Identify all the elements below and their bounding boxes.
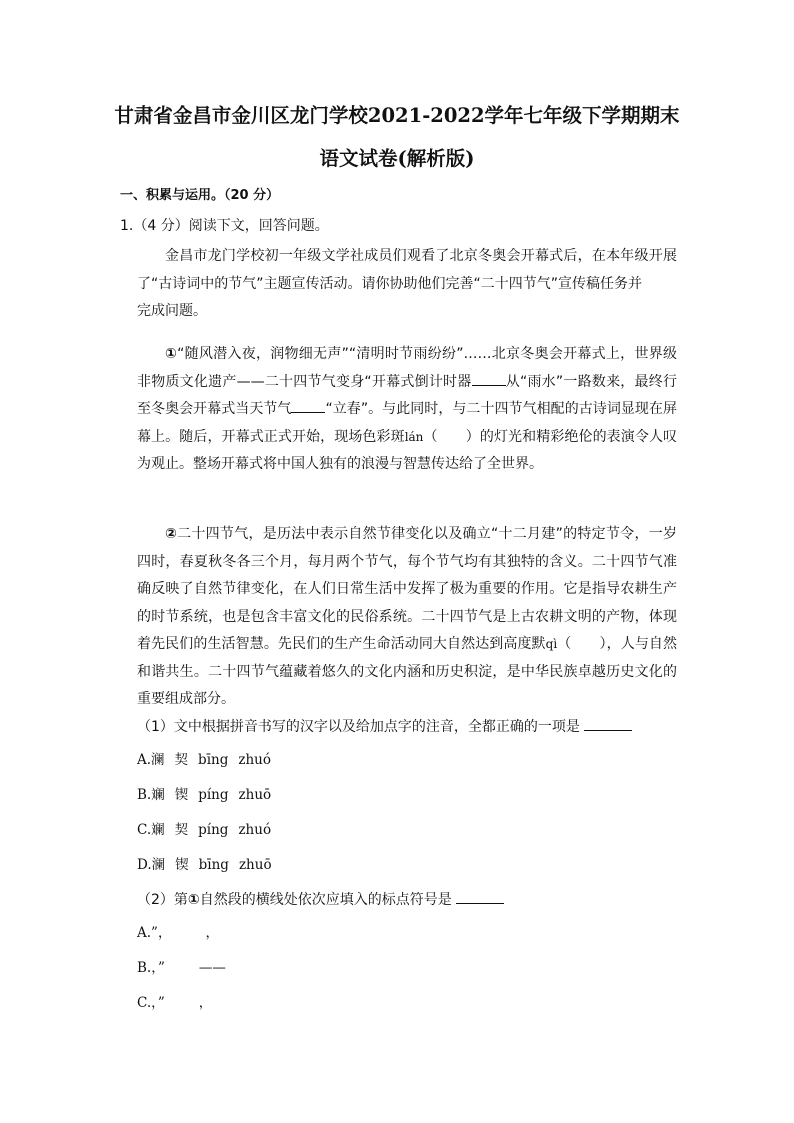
option-letter: C.: [137, 995, 152, 1011]
sub1-option-b[interactable]: [137, 785, 271, 805]
option-mark-1: ”，: [151, 925, 172, 941]
sub2-option-b[interactable]: [137, 958, 226, 978]
exam-title-line-1: 甘肃省金昌市金川区龙门学校2021-2022学年七年级下学期期末: [114, 104, 680, 127]
paragraph-2-marker: ②: [165, 526, 178, 542]
option-letter: B.: [137, 960, 152, 976]
paragraph-1-line-1: “随风潜入夜，润物细无声”“清明时节雨纷纷”……北京冬奥会开幕式上，世: [177, 346, 649, 362]
option-word-1: 斓: [151, 787, 165, 803]
answer-paren-1[interactable]: （ ）: [423, 428, 480, 445]
paragraph-2-line-5b: ，人与自: [606, 636, 664, 652]
paragraph-1-marker: ①: [165, 346, 178, 362]
option-pinyin-2: zhuó: [238, 752, 271, 768]
option-mark-2: ，: [198, 995, 213, 1011]
intro-line-3: 完成问题。: [137, 303, 207, 319]
sub-question-1-text: （1）文中根据拼音书写的汉字以及给加点字的注音，全都正确的一项是: [137, 719, 580, 735]
answer-blank-2[interactable]: [291, 398, 325, 413]
sub-question-2-text-a: （2）第: [137, 892, 188, 908]
pinyin-qi: qì: [545, 637, 558, 651]
question-1-intro: [137, 243, 677, 326]
option-word-1: 斓: [151, 822, 165, 838]
option-mark-2: ，: [205, 925, 219, 941]
paragraph-2-line-2: 岁四时，春夏秋冬各三个月，每月两个节气，每个节气均有其独特的含义。二十四节气: [137, 526, 677, 570]
option-mark-1: ，”: [151, 960, 165, 976]
paragraph-1-line-2b: 从“雨水”一路数来，: [505, 373, 635, 390]
option-word-2: 锲: [174, 787, 189, 803]
sub1-option-d[interactable]: [137, 855, 272, 875]
option-pinyin-1: bīng: [198, 857, 229, 873]
sub-question-2-marker: ①: [187, 892, 200, 908]
paragraph-1-line-4a: 显现在屏幕上。随后，开幕式正式开始，现场色彩斑: [137, 401, 677, 445]
sub2-option-c[interactable]: [137, 993, 212, 1013]
option-word-2: 锲: [175, 857, 189, 873]
option-mark-2: ——: [198, 960, 226, 976]
sub1-option-c[interactable]: [137, 820, 271, 840]
paragraph-2-line-3: 准确反映了自然节律变化，在人们日常生活中发挥了极为重要的作用。它是指导农耕生: [137, 553, 677, 597]
option-pinyin-1: bīng: [198, 752, 229, 768]
option-word-1: 澜: [151, 752, 165, 768]
intro-line-2: 了“古诗词中的节气”主题宣传活动。请你协助他们完善“二十四节气”宣传稿任务并: [137, 275, 643, 292]
exam-title-line-2: 语文试卷(解析版): [319, 147, 475, 170]
sub1-option-a[interactable]: [137, 750, 271, 770]
pinyin-lan: lán: [404, 429, 424, 444]
sub2-option-a[interactable]: [137, 923, 219, 943]
option-word-2: 契: [174, 752, 189, 768]
sub-question-2-text-b: 自然段的横线处依次应填入的标点符号是: [199, 892, 452, 908]
option-pinyin-1: píng: [198, 822, 229, 838]
option-pinyin-2: zhuó: [238, 822, 272, 838]
sub-question-1-prompt: [137, 716, 632, 737]
sub-question-2-answer-blank[interactable]: [456, 889, 504, 904]
answer-paren-2[interactable]: （ ）: [557, 636, 607, 652]
intro-line-1: 金昌市龙门学校初一年级文学社成员们观看了北京冬奥会开幕式后，在本年级开展: [165, 248, 677, 264]
option-word-1: 澜: [151, 857, 166, 873]
option-pinyin-1: píng: [198, 787, 229, 803]
sub-question-2-prompt: [137, 889, 504, 910]
option-pinyin-2: zhuō: [238, 787, 272, 803]
option-pinyin-2: zhuō: [238, 857, 272, 873]
section-heading: 一、积累与运用。（20 分）: [120, 188, 280, 203]
paragraph-1-line-3a: 最终行至冬奥会开幕式当天节气: [137, 373, 678, 417]
option-letter: B.: [137, 787, 152, 803]
paragraph-1-line-4b: 的灯光和精彩绝伦的表: [479, 428, 621, 445]
paragraph-2-line-4: 产的时节系统，也是包含丰富文化的民俗系统。二十四节气是上古农耕文明的产物，体: [137, 581, 677, 625]
paragraph-2-line-6: 然和谐共生。二十四节气蕴藏着悠久的文化内涵和历史积淀，是中华民族卓越历史文化: [137, 636, 678, 680]
sub-question-1-answer-blank[interactable]: [584, 716, 632, 731]
option-letter: D.: [137, 857, 152, 873]
paragraph-2-line-1: 二十四节气，是历法中表示自然节律变化以及确立“十二月建”的特定节令，一: [177, 526, 663, 542]
paragraph-1-line-3b: “立春”。与此同时，与二十四节气相配的古诗词: [325, 401, 621, 417]
answer-blank-1[interactable]: [472, 371, 506, 386]
passage-paragraph-2: [137, 521, 677, 714]
paragraph-2-line-5a: 现着先民们的生活智慧。先民们的生产生命活动同大自然达到高度默: [137, 608, 677, 652]
paragraph-1-line-5: 演令人叹为观止。整场开幕式将中国人独有的浪漫与智慧传达给了全世界。: [137, 428, 678, 472]
option-letter: C.: [137, 822, 152, 838]
question-1-head: 1.（4 分）阅读下文，回答问题。: [120, 218, 329, 234]
option-letter: A.: [137, 752, 152, 768]
option-letter: A.: [137, 925, 152, 941]
passage-paragraph-1: [137, 341, 677, 479]
paragraph-1-line-2a: 界级非物质文化遗产——二十四节气变身“开幕式倒计时器: [137, 346, 678, 390]
option-mark-1: ，”: [151, 995, 165, 1011]
paragraph-2-line-7: 的重要组成部分。: [137, 663, 677, 707]
option-word-2: 契: [174, 822, 189, 838]
